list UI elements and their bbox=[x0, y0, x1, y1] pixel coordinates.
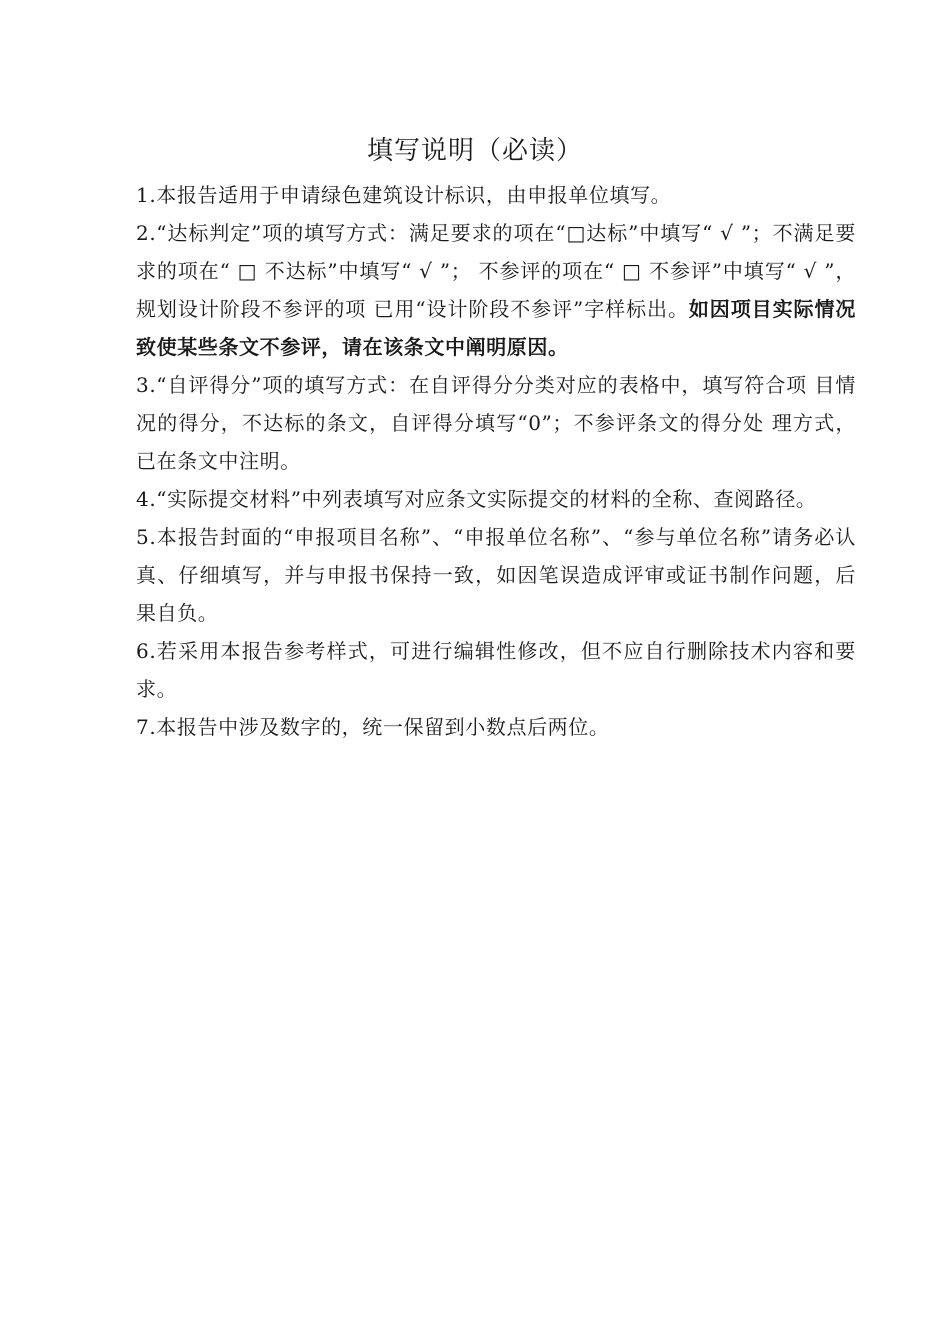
instruction-text: 1.本报告适用于申请绿色建筑设计标识，由申报单位填写。 bbox=[136, 183, 672, 207]
instruction-item-2 bbox=[136, 214, 856, 366]
instruction-item-5 bbox=[136, 518, 856, 632]
instruction-text: 4.“实际提交材料”中列表填写对应条文实际提交的材料的全称、查阅路径。 bbox=[136, 487, 817, 511]
instruction-text: 3.“自评得分”项的填写方式：在自评得分分类对应的表格中，填写符合项 目情况的得分，不达标的条文，自评得分填写“0”；不参评条文的得分处 理方式，已在条文中注明。 bbox=[136, 373, 856, 473]
instruction-emphasis-text: 如因项目实际情况致使某些条文不参评，请在该条文中阐明原因。 bbox=[136, 297, 856, 359]
instruction-item-3 bbox=[136, 366, 856, 480]
instruction-item-6 bbox=[136, 632, 856, 708]
page-title: 填写说明（必读） bbox=[366, 136, 583, 166]
instruction-text: 2.“达标判定”项的填写方式：满足要求的项在“□达标”中填写“ √ ”；不满足要求的项在“ □ 不达标”中填写“ √ ”； 不参评的项在“ □ 不参评”中填写“ √ ”， 规划设计阶段不参评的项 已用“设计阶段不参评”字样标出。 bbox=[136, 221, 856, 321]
instructions-list bbox=[136, 176, 856, 746]
instruction-text: 7.本报告中涉及数字的，统一保留到小数点后两位。 bbox=[136, 715, 610, 739]
instruction-item-1 bbox=[136, 176, 856, 214]
instruction-text: 6.若采用本报告参考样式，可进行编辑性修改，但不应自行删除技术内容和要求。 bbox=[136, 639, 856, 701]
instruction-item-4 bbox=[136, 480, 856, 518]
instruction-text: 5.本报告封面的“申报项目名称”、“申报单位名称”、“参与单位名称”请务必认真、仔细填写，并与申报书保持一致，如因笔误造成评审或证书制作问题，后果自负。 bbox=[136, 525, 856, 625]
instruction-item-7 bbox=[136, 708, 856, 746]
